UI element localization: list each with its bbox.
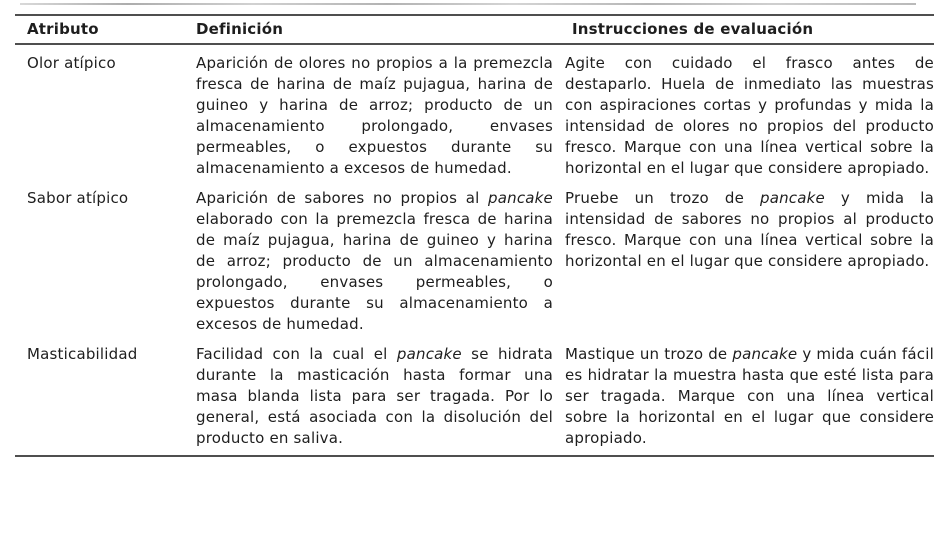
instructions-cell: Agite con cuidado el frasco antes de destaparlo. Huela de inmediato las muestras con aspiraciones cortas y profundas y mida la intensidad de olores no propios del producto fresco. Marque con una línea vertical sobre la horizontal en el lugar que considere apropiado. <box>565 54 934 177</box>
instructions-cell: Pruebe un trozo de pancake y mida la intensidad de sabores no propios al producto fresco. Marque con una línea vertical sobre la horizontal en el lugar que considere apropiado. <box>565 189 934 270</box>
cropped-caption-artifact <box>20 3 916 5</box>
table-row <box>15 188 934 335</box>
table-header-row <box>15 16 934 45</box>
definition-cell: Aparición de olores no propios a la premezcla fresca de harina de maíz pujagua, harina de guineo y harina de arroz; producto de un almacenamiento prolongado, envases permeables, o expuestos durante su almacenamiento a excesos de humedad. <box>196 54 553 177</box>
column-header-definition: Definición <box>196 20 284 38</box>
instructions-cell: Mastique un trozo de pancake y mida cuán fácil es hidratar la muestra hasta que esté lista para ser tragada. Marque con una línea vertical sobre la horizontal en el lugar que considere apropiado. <box>565 345 934 447</box>
table-row <box>15 344 934 449</box>
sensory-attributes-table <box>15 14 934 457</box>
attribute-cell: Masticabilidad <box>27 345 138 363</box>
table-row <box>15 53 934 179</box>
column-header-instructions: Instrucciones de evaluación <box>572 20 814 38</box>
column-header-attribute: Atributo <box>27 20 99 38</box>
table-body <box>15 45 934 455</box>
definition-cell: Aparición de sabores no propios al pancake elaborado con la premezcla fresca de harina de maíz pujagua, harina de guineo y harina de arroz; producto de un almacenamiento prolongado, envases permeables, o expuestos durante su almacenamiento a excesos de humedad. <box>196 189 553 333</box>
definition-cell: Facilidad con la cual el pancake se hidrata durante la masticación hasta formar una masa blanda lista para ser tragada. Por lo general, está asociada con la disolución del producto en saliva. <box>196 345 553 447</box>
attribute-cell: Olor atípico <box>27 54 116 72</box>
attribute-cell: Sabor atípico <box>27 189 129 207</box>
